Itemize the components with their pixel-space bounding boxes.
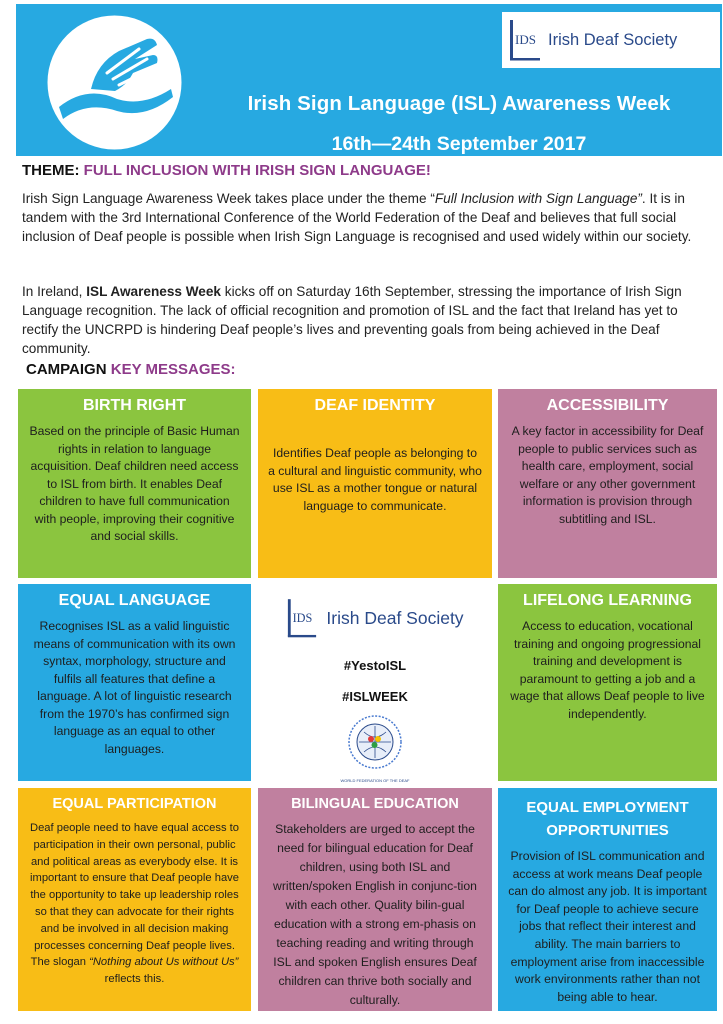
ids-pillar-icon	[508, 18, 542, 62]
hashtag-islweek: #ISLWEEK	[342, 689, 408, 704]
message-text: Identifies Deaf people as belonging to a cultural and linguistic community, who use ISL as a mother tongue or natural language to communicate.	[268, 446, 482, 513]
intro-p2-text-end: kicks off on Saturday 16th September, stressing the importance of Irish Sign Language recognition. The lack of official recognition and promotion of ISL and the fact that Ireland has yet to rectify the UNCRPD is hindering Deaf people’s lives and preventing goals from being achieved in the Deaf community.	[22, 284, 682, 356]
center-logos-panel	[258, 584, 492, 781]
theme-quote: Full Inclusion with Sign Language”	[434, 191, 642, 206]
intro-p1-text: Irish Sign Language Awareness Week takes place under the theme “	[22, 191, 435, 206]
message-title: LIFELONG LEARNING	[523, 592, 692, 609]
hands-holding-icon	[47, 15, 182, 150]
message-box-equal-employment	[498, 788, 717, 1011]
logo-letters: IDS	[293, 610, 313, 625]
message-box-bilingual-education	[258, 788, 492, 1011]
ids-pillar-icon	[286, 596, 318, 640]
irish-deaf-society-logo	[502, 12, 720, 68]
message-text-end: reflects this.	[104, 973, 165, 986]
message-box-accessibility	[498, 389, 717, 578]
message-title: EQUAL LANGUAGE	[58, 592, 211, 609]
page-title: Irish Sign Language (ISL) Awareness Week	[247, 92, 671, 115]
message-text: Recognises ISL as a valid linguistic means of communication with its own syntax, morphology, structure and fulfils all features that define a language. A lot of linguistic research from the 1970’s has confirmed sign language as an equal to other languages.	[33, 619, 236, 756]
campaign-label: CAMPAIGN	[26, 361, 107, 378]
irish-deaf-society-logo-center	[258, 596, 492, 640]
intro-paragraph-1	[22, 189, 712, 246]
message-box-equal-language	[18, 584, 251, 781]
campaign-heading	[26, 361, 236, 378]
message-box-lifelong-learning	[498, 584, 717, 781]
logo-letters: IDS	[515, 32, 536, 47]
intro-p1-text-end: . It is in tandem with the 3rd International Conference of the World Federation of the Deaf and believes that full social inclusion of Deaf people is possible when Irish Sign Language is recognised and used widely within our society.	[22, 191, 692, 244]
message-text: Provision of ISL communication and access at work means Deaf people can do almost any job. It is important for Deaf people to achieve secure jobs that reflect their interest and ability. The main barriers to employment arise from inaccessible work environments rather than not being able to hear.	[508, 849, 707, 1004]
intro-p2-text: In Ireland,	[22, 284, 87, 299]
message-box-birth-right	[18, 389, 251, 578]
message-text: Stakeholders are urged to accept the need for bilingual education for Deaf children, using both ISL and written/spoken English in conjunc-tion with each other. Quality bilin-gual education with a strong em-phasis on teaching reading and writing through ISL and spoken English ensures Deaf children can thrive both socially and culturally.	[273, 822, 477, 1007]
slogan-quote: “Nothing about Us without Us”	[89, 956, 239, 969]
message-box-deaf-identity	[258, 389, 492, 578]
theme-label: THEME:	[22, 162, 80, 179]
message-text: Based on the principle of Basic Human rights in relation to language acquisition. Deaf children need access to ISL from birth. It enables Deaf children to have full communication with people, improving their cognitive and social skills.	[29, 424, 240, 543]
wfd-caption: WORLD FEDERATION OF THE DEAF	[340, 778, 410, 783]
message-text-start: Deaf people need to have equal access to participation in their own personal, public and political areas as everybody else. It is important to ensure that Deaf people have the opportunity to take up leadership roles so that they can advocate for their rights and be involved in all decision making processes concerning Deaf people lives. The slogan	[30, 822, 239, 969]
campaign-value: KEY MESSAGES:	[110, 361, 236, 378]
header-banner	[16, 4, 722, 156]
message-title: EQUAL EMPLOYMENT OPPORTUNITIES	[526, 799, 689, 839]
theme-line	[22, 162, 431, 179]
intro-paragraph-2	[22, 282, 712, 358]
message-box-equal-participation	[18, 788, 251, 1011]
isl-week-emphasis: ISL Awareness Week	[86, 284, 221, 299]
center-org-name: Irish Deaf Society	[326, 607, 464, 628]
message-title: DEAF IDENTITY	[314, 397, 436, 414]
message-title: ACCESSIBILITY	[546, 397, 669, 414]
org-name: Irish Deaf Society	[548, 30, 678, 49]
message-title: BIRTH RIGHT	[82, 397, 187, 414]
hashtag-yestoisl: #YestoISL	[343, 658, 407, 673]
message-text	[28, 820, 241, 988]
theme-value: FULL INCLUSION WITH IRISH SIGN LANGUAGE!	[83, 162, 431, 179]
message-title: BILINGUAL EDUCATION	[291, 796, 459, 812]
message-text: Access to education, vocational training and ongoing progressional training and development is paramount to getting a job and a wage that allows Deaf people to live independently.	[510, 619, 705, 721]
message-title: EQUAL PARTICIPATION	[52, 796, 217, 812]
event-dates: 16th—24th September 2017	[331, 133, 587, 155]
message-text: A key factor in accessibility for Deaf people to public services such as health care, employment, social welfare or any other government information is provision through subtitling and ISL.	[511, 424, 704, 526]
world-federation-of-the-deaf-emblem-icon	[345, 712, 405, 772]
